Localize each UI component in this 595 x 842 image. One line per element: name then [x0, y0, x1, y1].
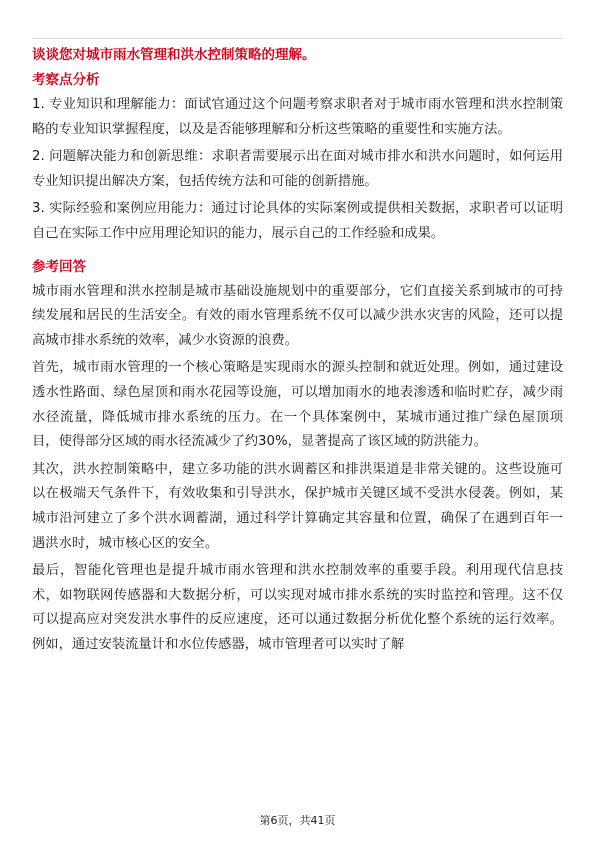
analysis-point: 1. 专业知识和理解能力：面试官通过这个问题考察求职者对于城市雨水管理和洪水控制策略的专业知识掌握程度，以及是否能够理解和分析这些策略的重要性和实施方法。: [32, 97, 563, 137]
analysis-point: 3. 实际经验和案例应用能力：通过讨论具体的实际案例或提供相关数据，求职者可以证明自己在实际工作中应用理论知识的能力，展示自己的工作经验和成果。: [32, 201, 563, 241]
analysis-heading: 考察点分析: [32, 72, 100, 88]
analysis-point: 2. 问题解决能力和创新思维：求职者需要展示出在面对城市排水和洪水问题时，如何运用专业知识提出解决方案，包括传统方法和可能的创新措施。: [32, 149, 563, 189]
question-title: 谈谈您对城市雨水管理和洪水控制策略的理解。: [32, 47, 316, 63]
page-content: [32, 44, 563, 660]
page-number: 第6页，共41页: [259, 814, 336, 827]
top-divider: [32, 38, 563, 39]
answer-paragraph: 最后，智能化管理也是提升城市雨水管理和洪水控制效率的重要手段。利用现代信息技术，如物联网传感器和大数据分析，可以实现对城市排水系统的实时监控和管理。这不仅可以提高应对突发洪水事件的反应速度，还可以通过数据分析优化整个系统的运行效率。例如，通过安装流量计和水位传感器，城市管理者可以实时了解: [32, 563, 563, 652]
answer-paragraph: 其次，洪水控制策略中，建立多功能的洪水调蓄区和排洪渠道是非常关键的。这些设施可以在极端天气条件下，有效收集和引导洪水，保护城市关键区域不受洪水侵袭。例如，某城市沿河建立了多个洪水调蓄湖，通过科学计算确定其容量和位置，确保了在遇到百年一遇洪水时，城市核心区的安全。: [32, 461, 563, 551]
answer-heading: 参考回答: [32, 258, 86, 275]
answer-paragraph: 首先，城市雨水管理的一个核心策略是实现雨水的源头控制和就近处理。例如，通过建设透水性路面、绿色屋顶和雨水花园等设施，可以增加雨水的地表渗透和临时贮存，减少雨水径流量，降低城市排水系统的压力。在一个具体案例中，某城市通过推广绿色屋顶项目，使得部分区域的雨水径流减少了约30%，显著提高了该区域的防洪能力。: [32, 360, 563, 450]
answer-paragraph: 城市雨水管理和洪水控制是城市基础设施规划中的重要部分，它们直接关系到城市的可持续发展和居民的生活安全。有效的雨水管理系统不仅可以减少洪水灾害的风险，还可以提高城市排水系统的效率，减少水资源的浪费。: [32, 283, 563, 348]
